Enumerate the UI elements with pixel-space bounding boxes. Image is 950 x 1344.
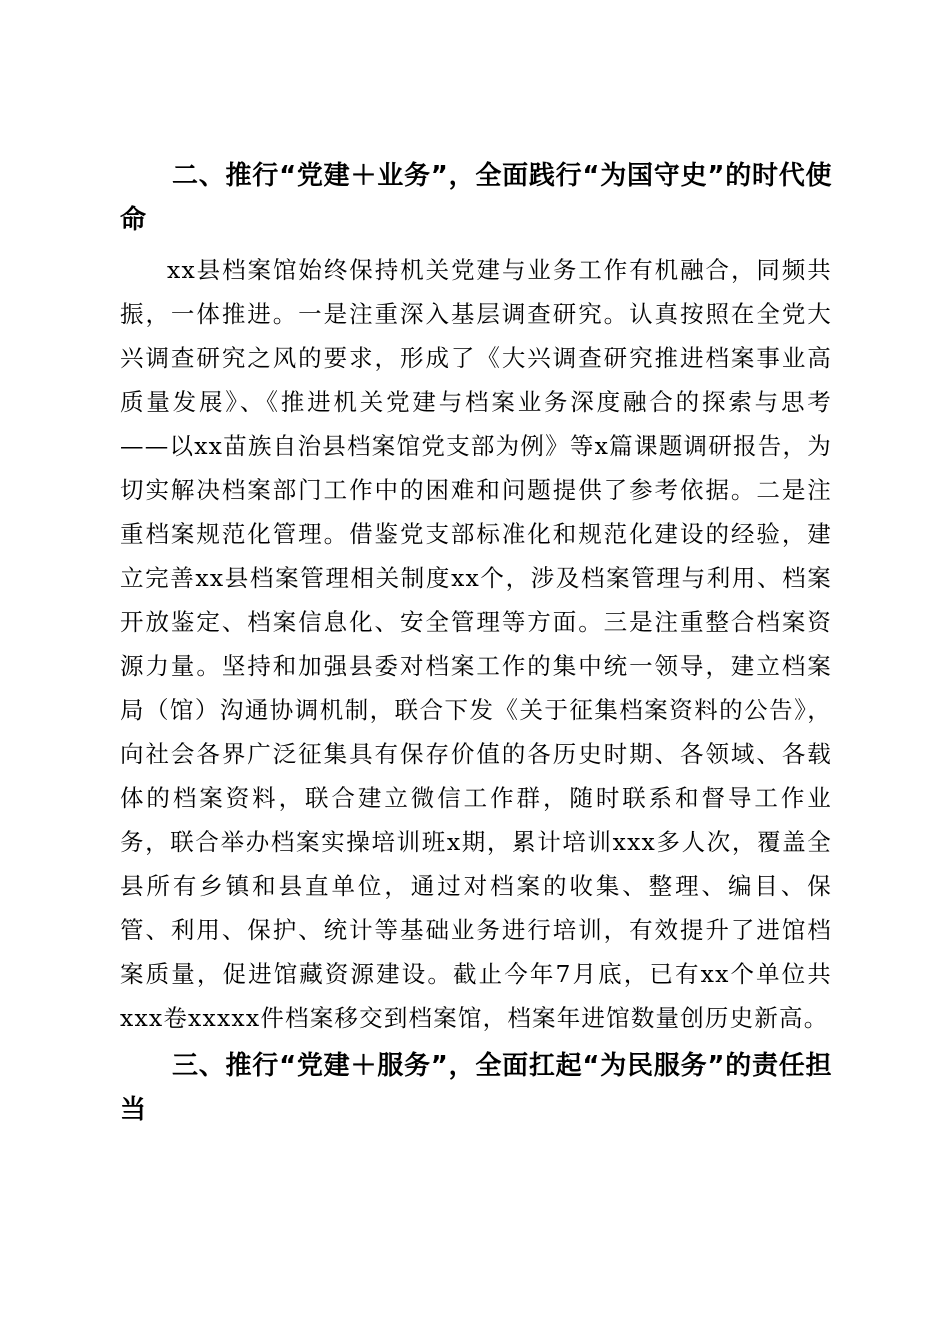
- section-paragraph-1: xx县档案馆始终保持机关党建与业务工作有机融合，同频共振，一体推进。一是注重深入基层调查研究。认真按照在全党大兴调查研究之风的要求，形成了《大兴调查研究推进档案事业高质量发展》、《推进机关党建与档案业务深度融合的探索与思考——以xx苗族自治县档案馆党支部为例》等x篇课题调研报告，为切实解决档案部门工作中的困难和问题提供了参考依据。二是注重档案规范化管理。借鉴党支部标准化和规范化建设的经验，建立完善xx县档案管理相关制度xx个，涉及档案管理与利用、档案开放鉴定、档案信息化、安全管理等方面。三是注重整合档案资源力量。坚持和加强县委对档案工作的集中统一领导，建立档案局（馆）沟通协调机制，联合下发《关于征集档案资料的公告》，向社会各界广泛征集具有保存价值的各历史时期、各领域、各载体的档案资料，联合建立微信工作群，随时联系和督导工作业务，联合举办档案实操培训班x期，累计培训xxx多人次，覆盖全县所有乡镇和县直单位，通过对档案的收集、整理、编目、保管、利用、保护、统计等基础业务进行培训，有效提升了进馆档案质量，促进馆藏资源建设。截止今年7月底，已有xx个单位共xxx卷xxxxx件档案移交到档案馆，档案年进馆数量创历史新高。: [120, 256, 832, 1032]
- section-heading-3: 三、推行“党建＋服务”，全面扛起“为民服务”的责任担当: [120, 1051, 832, 1125]
- document-body: [120, 140, 832, 1132]
- section-heading-2: 二、推行“党建＋业务”，全面践行“为国守史”的时代使命: [120, 161, 832, 235]
